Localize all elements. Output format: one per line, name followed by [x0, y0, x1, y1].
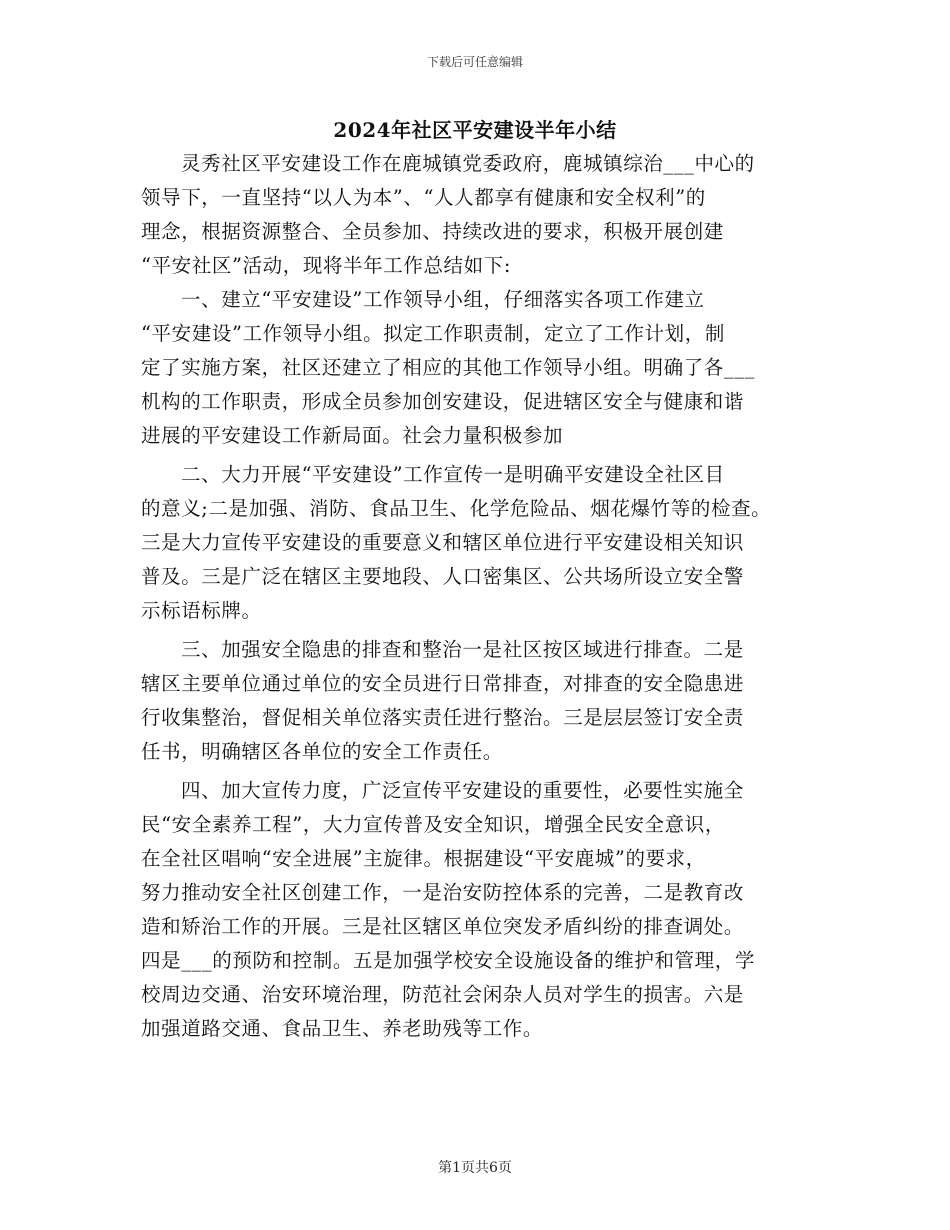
header-note: 下载后可任意编辑: [426, 55, 523, 69]
document-body: [141, 147, 821, 1046]
text-line: 在全社区唱响“安全进展”主旋律。根据建设“平安鹿城”的要求，: [141, 847, 706, 870]
text-line: 灵秀社区平安建设工作在鹿城镇党委政府，鹿城镇综治___中心的: [181, 152, 755, 175]
text-line: 四、加大宣传力度，广泛宣传平安建设的重要性，必要性实施全: [181, 779, 744, 802]
text-line: 理念，根据资源整合、全员参加、持续改进的要求，积极开展创建: [141, 220, 724, 243]
text-line: 三、加强安全隐患的排查和整治一是社区按区域进行排查。二是: [181, 638, 744, 661]
text-line: 普及。三是广泛在辖区主要地段、人口密集区、公共场所设立安全警: [141, 565, 745, 588]
paragraph-section-2: [141, 458, 821, 628]
text-line: 辖区主要单位通过单位的安全员进行日常排查，对排查的安全隐患进: [141, 672, 745, 695]
text-line: 民“安全素养工程”，大力宣传普及安全知识，增强全民安全意识，: [141, 813, 725, 836]
text-line: 定了实施方案，社区还建立了相应的其他工作领导小组。明确了各___: [141, 356, 755, 379]
text-line: 任书，明确辖区各单位的安全工作责任。: [141, 740, 503, 763]
text-line: 校周边交通、治安环境治理，防范社会闲杂人员对学生的损害。六是: [141, 983, 745, 1006]
paragraph-section-3: [141, 633, 821, 769]
text-line: 四是___的预防和控制。五是加强学校安全设施设备的维护和管理，学: [141, 949, 755, 972]
text-line: 努力推动安全社区创建工作，一是治安防控体系的完善，二是教育改: [141, 881, 745, 904]
text-line: 进展的平安建设工作新局面。社会力量积极参加: [141, 424, 564, 447]
text-line: 示标语标牌。: [141, 599, 262, 622]
text-line: 二、大力开展“平安建设”工作宣传一是明确平安建设全社区目: [181, 463, 725, 486]
text-line: 三是大力宣传平安建设的重要意义和辖区单位进行平安建设相关知识: [141, 531, 745, 554]
text-line: “平安社区”活动，现将半年工作总结如下:: [141, 254, 512, 277]
paragraph-section-4: [141, 774, 821, 1046]
text-line: 行收集整治，督促相关单位落实责任进行整治。三是层层签订安全责: [141, 706, 745, 729]
text-line: 机构的工作职责，形成全员参加创安建设，促进辖区安全与健康和谐: [141, 390, 745, 413]
document-title: 2024年社区平安建设半年小结: [333, 118, 617, 142]
text-line: 一、建立“平安建设”工作领导小组，仔细落实各项工作建立: [181, 288, 705, 311]
paragraph-intro: [141, 147, 821, 283]
text-line: 造和矫治工作的开展。三是社区辖区单位突发矛盾纠纷的排查调处。: [141, 915, 745, 938]
text-line: 加强道路交通、食品卫生、养老助残等工作。: [141, 1017, 544, 1040]
text-line: “平安建设”工作领导小组。拟定工作职责制，定立了工作计划，制: [141, 322, 725, 345]
text-line: 的意义;二是加强、消防、食品卫生、化学危险品、烟花爆竹等的检查。: [141, 497, 772, 520]
page-number-footer: 第1页共6页: [438, 1160, 512, 1176]
text-line: 领导下，一直坚持“以人为本”、“人人都享有健康和安全权利”的: [141, 186, 706, 209]
paragraph-section-1: [141, 283, 821, 453]
